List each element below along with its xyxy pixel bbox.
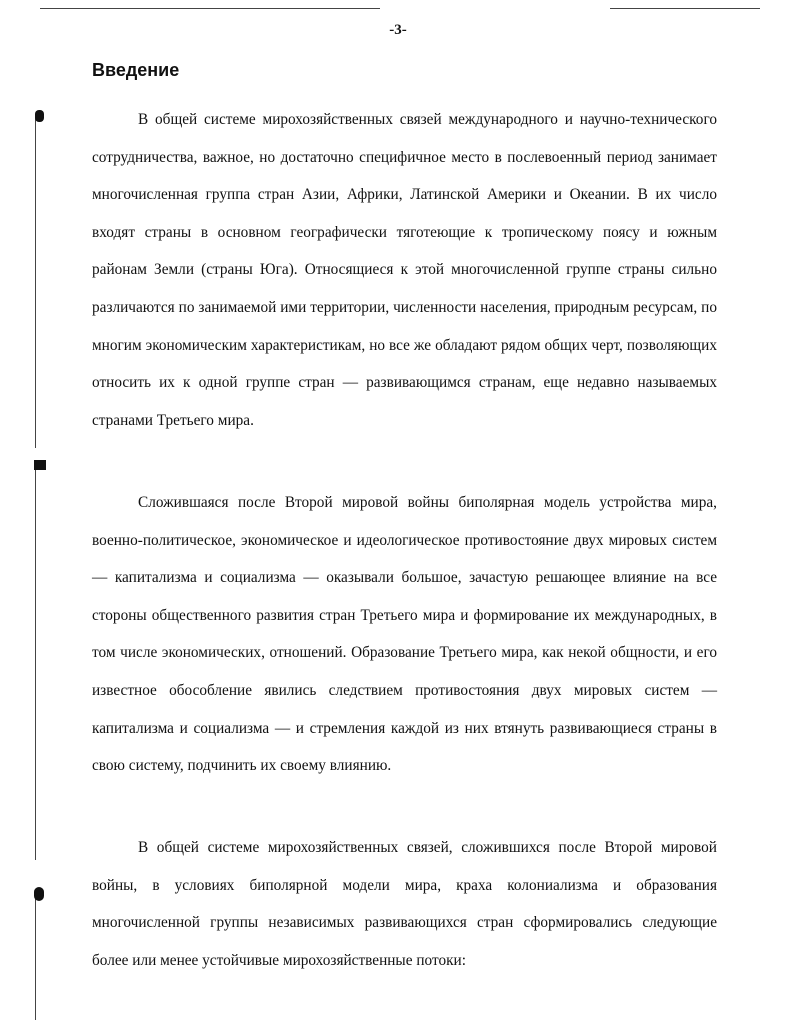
scan-mark-middle: [34, 460, 46, 470]
scan-mark-lower: [34, 887, 44, 901]
scan-edge-line-left-bottom: [35, 890, 36, 1020]
body-paragraph-2: Сложившаяся после Второй мировой войны биполярная модель устройства мира, военно-политическое, экономическое и идеологическое противостояние двух мировых систем — капитализма и социализма — оказывали большое, зачастую решающее влияние на все стороны общественного развития стран Третьего мира и формирование их международных, в том числе экономических, отношений. Образование Третьего мира, как некой общности, и его известное обособление явились следствием противостояния двух мировых систем — капитализма и социализма — и стремления каждой из них втянуть развивающиеся страны в свою систему, подчинить их своему влиянию.: [92, 494, 717, 775]
page-number: -3-: [389, 22, 407, 38]
scan-mark-upper: [35, 110, 44, 122]
scan-edge-line-left-lower: [35, 470, 36, 860]
body-paragraph-1: В общей системе мирохозяйственных связей международного и научно-технического сотрудничества, важное, но достаточно специфичное место в послевоенный период занимает многочисленная группа стран Азии, Африки, Латинской Америки и Океании. В их число входят страны в основном географически тяготеющие к тропическому поясу и южным районам Земли (страны Юга). Относящиеся к этой многочисленной группе страны сильно различаются по занимаемой ими территории, численности населения, природным ресурсам, по многим экономическим характеристикам, но все же обладают рядом общих черт, позволяющих относить их к одной группе стран — развивающимся странам, еще недавно называемых странами Третьего мира.: [92, 111, 717, 429]
scan-edge-line-top-right: [610, 8, 760, 9]
scan-edge-line-left: [35, 118, 36, 448]
body-paragraph-3: В общей системе мирохозяйственных связей, сложившихся после Второй мировой войны, в условиях биполярной модели мира, краха колониализма и образования многочисленной группы независимых развивающихся стран сформировались следующие более или менее устойчивые мирохозяйственные потоки:: [92, 839, 717, 969]
scan-edge-line-top: [40, 8, 380, 9]
section-heading: Введение: [92, 60, 180, 80]
